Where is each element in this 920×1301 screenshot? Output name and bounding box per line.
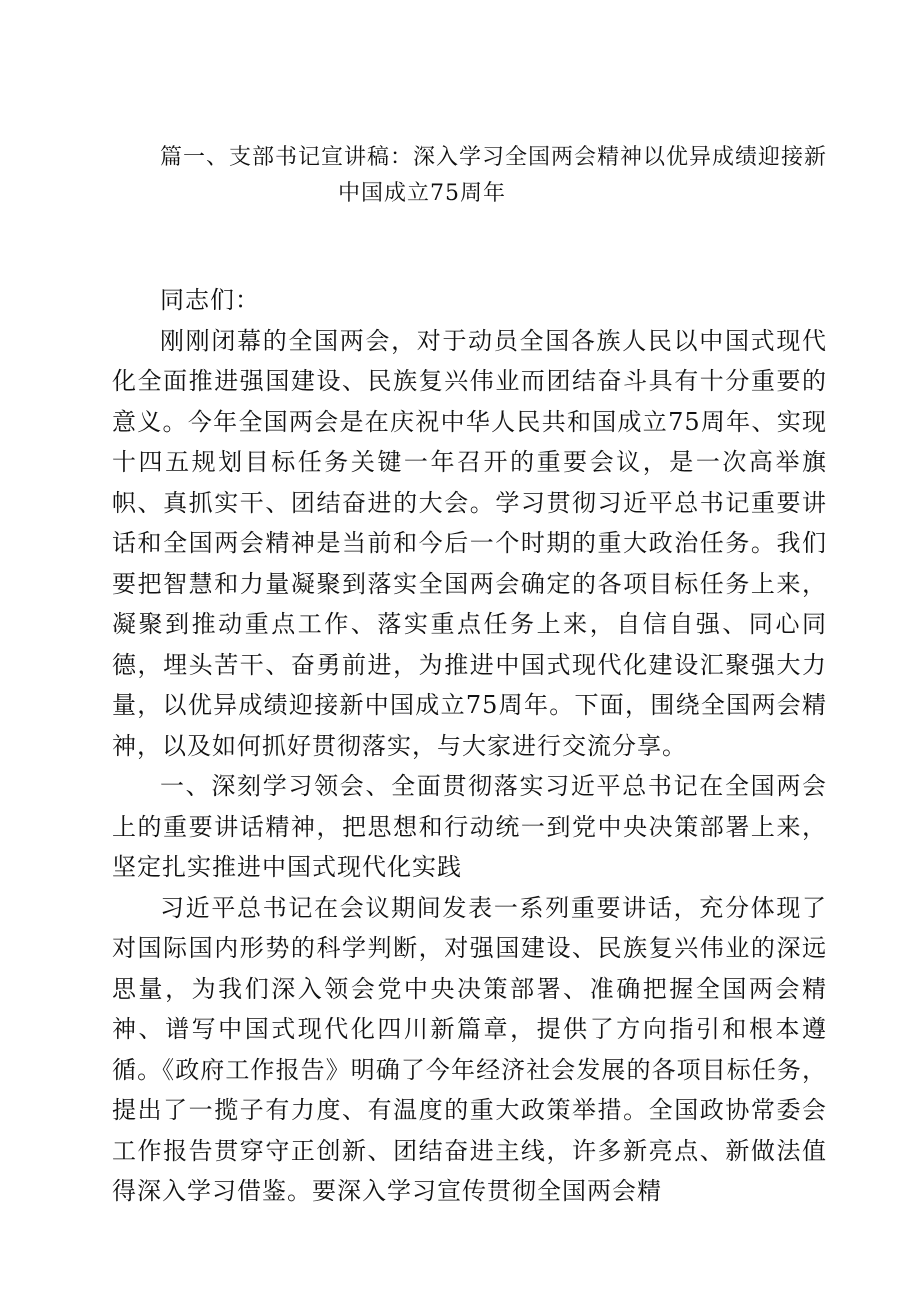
- paragraph-section-1: 习近平总书记在会议期间发表一系列重要讲话，充分体现了对国际国内形势的科学判断，对强国建设、民族复兴伟业的深远思量，为我们深入领会党中央决策部署、准确把握全国两会精神、谱写中国式现代化四川新篇章，提供了方向指引和根本遵循。《政府工作报告》明确了今年经济社会发展的各项目标任务，提出了一揽子有力度、有温度的重大政策举措。全国政协常委会工作报告贯穿守正创新、团结奋进主线，许多新亮点、新做法值得深入学习借鉴。要深入学习宣传贯彻全国两会精: [112, 893, 827, 1205]
- salutation: 同志们：: [160, 286, 260, 314]
- document-title: [160, 140, 840, 212]
- document-body: [112, 280, 827, 1212]
- title-line-2: 中国成立75周年: [338, 181, 506, 206]
- title-line-1: 篇一、支部书记宣讲稿：深入学习全国两会精神以优异成绩迎接新: [160, 145, 828, 170]
- paragraph-intro: 刚刚闭幕的全国两会，对于动员全国各族人民以中国式现代化全面推进强国建设、民族复兴伟业而团结奋斗具有十分重要的意义。今年全国两会是在庆祝中华人民共和国成立75周年、实现十四五规划目标任务关键一年召开的重要会议，是一次高举旗帜、真抓实干、团结奋进的大会。学习贯彻习近平总书记重要讲话和全国两会精神是当前和今后一个时期的重大政治任务。我们要把智慧和力量凝聚到落实全国两会确定的各项目标任务上来，凝聚到推动重点工作、落实重点任务上来，自信自强、同心同德，埋头苦干、奋勇前进，为推进中国式现代化建设汇聚强大力量，以优异成绩迎接新中国成立75周年。下面，围绕全国两会精神，以及如何抓好贯彻落实，与大家进行交流分享。: [112, 326, 827, 760]
- section-heading-1: 一、深刻学习领会、全面贯彻落实习近平总书记在全国两会上的重要讲话精神，把思想和行动统一到党中央决策部署上来，坚定扎实推进中国式现代化实践: [112, 772, 827, 881]
